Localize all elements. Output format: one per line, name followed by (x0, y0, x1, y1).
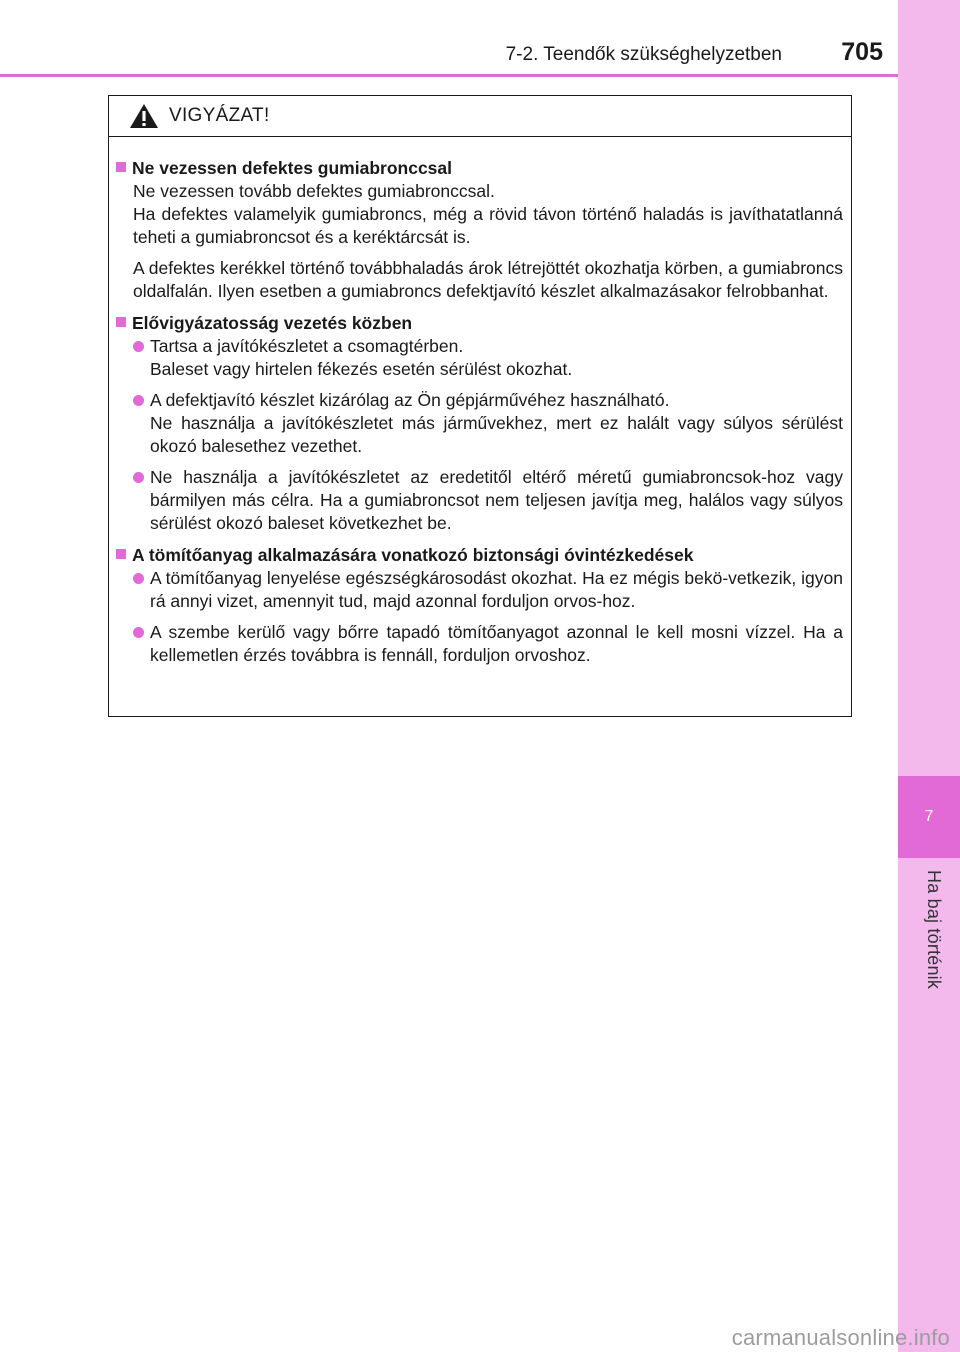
bullet-text: Ne használja a javítókészletet más járművekhez, mert ez halált vagy súlyos sérülést okozó balesethez vezethet. (150, 413, 843, 456)
section-heading: A tömítőanyag alkalmazására vonatkozó biztonsági óvintézkedések (116, 543, 843, 567)
chapter-number-tab (898, 776, 960, 858)
header-divider (0, 74, 898, 77)
bullet-text: Baleset vagy hirtelen fékezés esetén sérülést okozhat. (150, 359, 573, 379)
paragraph: A defektes kerékkel történő továbbhaladás árok létrejöttét okozhatja körben, a gumiabroncs oldalfalán. Ilyen esetben a gumiabroncs defektjavító készlet alkalmazásakor felrobbanhat. (133, 258, 843, 301)
warning-title: VIGYÁZAT! (169, 105, 270, 126)
bullet-text: A szembe kerülő vagy bőrre tapadó tömítőanyagot azonnal le kell mosni vízzel. Ha a kellemetlen érzés továbbra is fennáll, forduljon orvoshoz. (150, 622, 843, 665)
list-item (133, 621, 843, 667)
watermark-text: carmanualsonline.info (731, 1325, 950, 1350)
round-bullet-icon (133, 627, 144, 638)
paragraph: Ha defektes valamelyik gumiabroncs, még a rövid távon történő haladás is javíthatatlanná teheti a gumiabroncsot és a keréktárcsát is. (133, 204, 843, 247)
warning-body (109, 137, 851, 667)
round-bullet-icon (133, 341, 144, 352)
page-number: 705 (841, 38, 883, 66)
bullet-text: A defektjavító készlet kizárólag az Ön gépjárművéhez használható. (150, 390, 670, 410)
chapter-title: Ha baj történik (924, 870, 944, 990)
list-item (133, 335, 843, 381)
square-bullet-icon (116, 549, 126, 559)
bullet-text: Tartsa a javítókészletet a csomagtérben. (150, 336, 464, 356)
square-bullet-icon (116, 162, 126, 172)
warning-triangle-icon (129, 103, 159, 129)
chapter-tab-strip (898, 0, 960, 1352)
list-item (133, 466, 843, 535)
list-item (133, 567, 843, 613)
square-bullet-icon (116, 317, 126, 327)
section-heading: Ne vezessen defektes gumiabronccsal (116, 156, 843, 180)
section-heading: Elővigyázatosság vezetés közben (116, 311, 843, 335)
bullet-text: A tömítőanyag lenyelése egészségkárosodást okozhat. Ha ez mégis bekö-vetkezik, igyon rá annyi vizet, amennyit tud, majd azonnal forduljon orvos-hoz. (150, 568, 843, 611)
section-title: 7-2. Teendők szükséghelyzetben (505, 44, 782, 65)
round-bullet-icon (133, 395, 144, 406)
round-bullet-icon (133, 573, 144, 584)
bullet-text: Ne használja a javítókészletet az eredetitől eltérő méretű gumiabroncsok-hoz vagy bármilyen más célra. Ha a gumiabroncsot nem teljesen javítja meg, halálos vagy súlyos sérülést okozó baleset következhet be. (150, 467, 843, 533)
warning-box (108, 95, 852, 717)
paragraph: Ne vezessen tovább defektes gumiabronccsal. (133, 181, 495, 201)
list-item (133, 389, 843, 458)
round-bullet-icon (133, 472, 144, 483)
warning-header (109, 96, 851, 137)
chapter-number: 7 (924, 808, 934, 825)
